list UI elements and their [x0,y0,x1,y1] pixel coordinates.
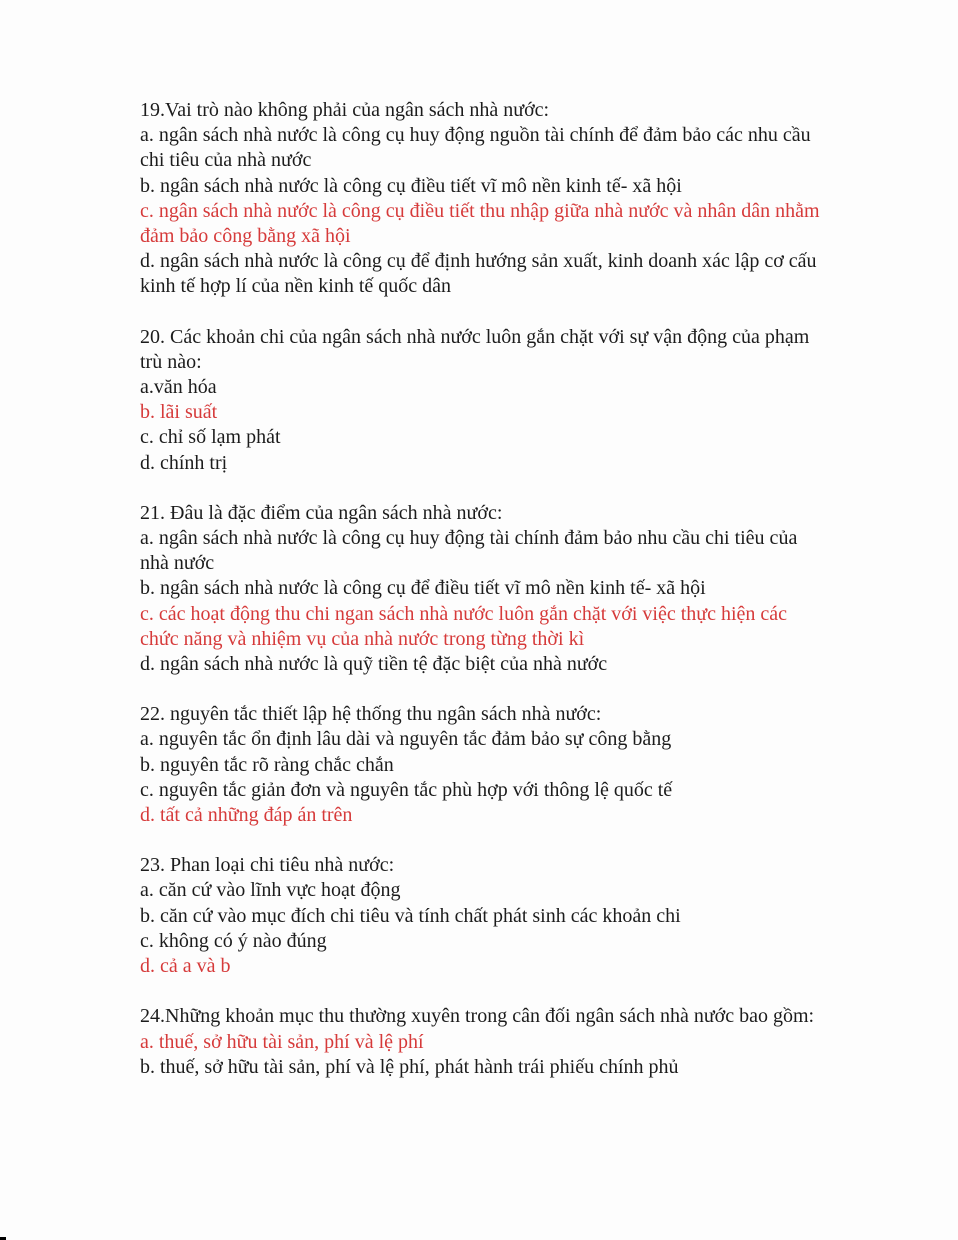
question-20 [140,325,830,476]
option-b: b. ngân sách nhà nước là công cụ để điều tiết vĩ mô nền kinh tế- xã hội [140,577,706,600]
option-d: d. chính trị [140,451,228,474]
question-stem: 24.Những khoản mục thu thường xuyên trong cân đối ngân sách nhà nước bao gồm: [140,1005,815,1028]
option-d: d. ngân sách nhà nước là quỹ tiền tệ đặc biệt của nhà nước [140,653,608,676]
option-c: c. chỉ số lạm phát [140,426,281,449]
question-stem: 22. nguyên tắc thiết lập hệ thống thu ngân sách nhà nước: [140,703,602,726]
question-stem: 20. Các khoản chi của ngân sách nhà nước luôn gắn chặt với sự vận động của phạm trù nào: [140,325,810,373]
option-a: a. nguyên tắc ổn định lâu dài và nguyên tắc đảm bảo sự công bằng [140,728,672,751]
option-c: c. không có ý nào đúng [140,929,327,952]
option-b: b. nguyên tắc rõ ràng chắc chắn [140,753,394,776]
question-19 [140,98,830,300]
option-a: a. ngân sách nhà nước là công cụ huy động nguồn tài chính để đảm bảo các nhu cầu chi tiêu của nhà nước [140,124,811,172]
option-a-correct-answer: a. thuế, sở hữu tài sản, phí và lệ phí [140,1030,424,1053]
question-23 [140,853,830,979]
option-a: a. căn cứ vào lĩnh vực hoạt động [140,879,401,902]
option-b: b. căn cứ vào mục đích chi tiêu và tính chất phát sinh các khoản chi [140,904,681,927]
option-b-correct-answer: b. lãi suất [140,401,218,424]
option-b: b. ngân sách nhà nước là công cụ điều tiết vĩ mô nền kinh tế- xã hội [140,174,682,197]
question-stem: 19.Vai trò nào không phải của ngân sách nhà nước: [140,99,550,121]
question-24 [140,1004,830,1080]
question-stem: 21. Đâu là đặc điểm của ngân sách nhà nước: [140,501,503,524]
question-21 [140,501,830,677]
option-a: a.văn hóa [140,376,217,399]
option-c-correct-answer: c. ngân sách nhà nước là công cụ điều tiết thu nhập giữa nhà nước và nhân dân nhằm đảm bảo công bằng xã hội [140,199,820,248]
option-d: d. ngân sách nhà nước là công cụ để định hướng sản xuất, kinh doanh xác lập cơ cấu kinh tế hợp lí của nền kinh tế quốc dân [140,250,817,298]
option-c-correct-answer: c. các hoạt động thu chi ngan sách nhà nước luôn gắn chặt với việc thực hiện các chức năng và nhiệm vụ của nhà nước trong từng thời kì [140,602,788,650]
option-a: a. ngân sách nhà nước là công cụ huy động tài chính đảm bảo nhu cầu chi tiêu của nhà nước [140,527,798,575]
option-b: b. thuế, sở hữu tài sản, phí và lệ phí, phát hành trái phiếu chính phủ [140,1055,679,1078]
question-stem: 23. Phan loại chi tiêu nhà nước: [140,854,395,877]
quiz-content [140,98,830,1105]
option-d-correct-answer: d. tất cả những đáp án trên [140,804,353,827]
option-d-correct-answer: d. cả a và b [140,955,231,978]
option-c: c. nguyên tắc giản đơn và nguyên tắc phù hợp với thông lệ quốc tế [140,778,673,801]
question-22 [140,702,830,828]
